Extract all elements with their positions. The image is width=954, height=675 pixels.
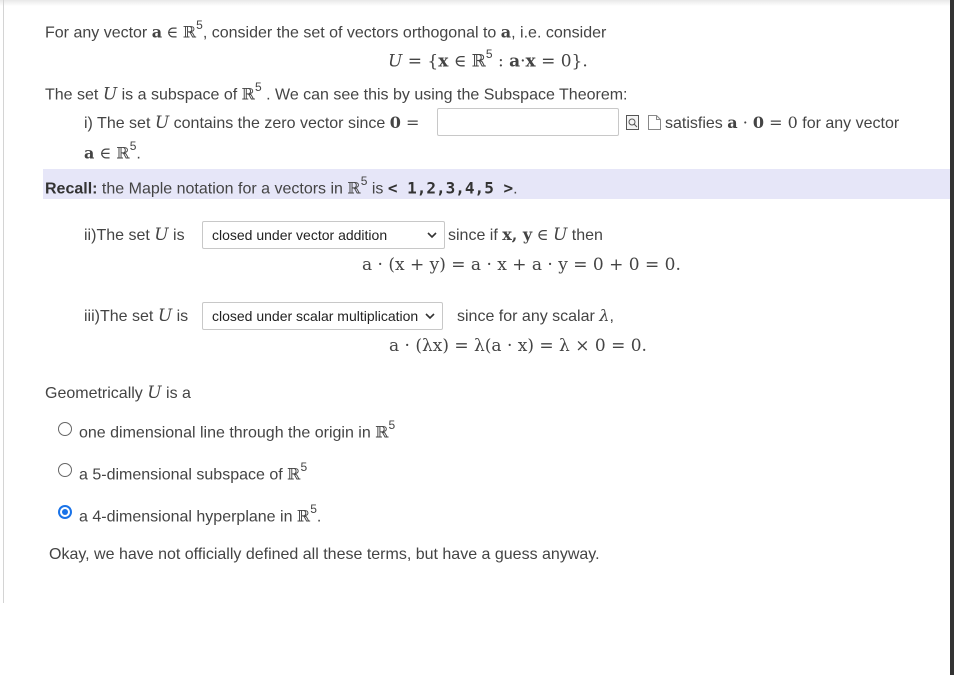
part-iii-equation: a · (λx) = λ(a · x) = λ × 0 = 0. [389,336,647,356]
left-border [3,0,4,603]
part-ii-equation: a · (x + y) = a · x + a · y = 0 + 0 = 0. [362,255,681,275]
preview-icon[interactable] [626,115,639,130]
subspace-statement: The set U is a subspace of ℝ$^5$ . We can see this by using the Subspace Theorem: [45,80,628,105]
part-ii-tail: since if x, y ∈ U then [448,225,603,245]
part-ii-dropdown[interactable]: closed under vector addition [202,221,445,249]
part-i-text: i) The set U contains the zero vector since 0 = [84,113,420,133]
option-4d-label[interactable]: a 4-dimensional hyperplane in ℝ$^5$. [79,502,322,526]
radio-option-5d-subspace[interactable] [58,463,72,477]
intro-line: For any vector a ∈ ℝ$^5$, consider the set of vectors orthogonal to a, i.e. consider [45,18,607,42]
part-iii-tail: since for any scalar λ, [457,306,614,325]
part-i-tail: satisfies a · 0 = 0 for any vector [665,113,900,132]
right-border [950,0,954,675]
part-iii-text: iii)The set U is [84,306,189,326]
geometric-prompt: Geometrically U is a [45,383,191,403]
zero-vector-answer-input[interactable] [437,108,619,136]
part-i-line2: a ∈ ℝ$^5$. [84,139,141,163]
footer-note: Okay, we have not officially defined all these terms, but have a guess anyway. [49,546,600,563]
part-ii-text: ii)The set U is [84,225,185,245]
option-line-label[interactable]: one dimensional line through the origin in ℝ$^5$ [79,418,396,442]
chevron-down-icon [425,312,435,320]
set-definition: U = {x ∈ ℝ$^5$ : a·x = 0}. [388,47,588,72]
radio-option-line[interactable] [58,422,72,436]
radio-option-4d-hyperplane[interactable] [58,505,72,519]
document-icon[interactable] [648,115,661,130]
part-iii-dropdown[interactable]: closed under scalar multiplication [202,302,443,330]
recall-text: Recall: the Maple notation for a vectors in ℝ$^5$ is < 1,2,3,4,5 >. [45,174,518,198]
option-5d-label[interactable]: a 5-dimensional subspace of ℝ$^5$ [79,460,308,484]
chevron-down-icon [427,231,437,239]
top-shadow [0,0,954,6]
